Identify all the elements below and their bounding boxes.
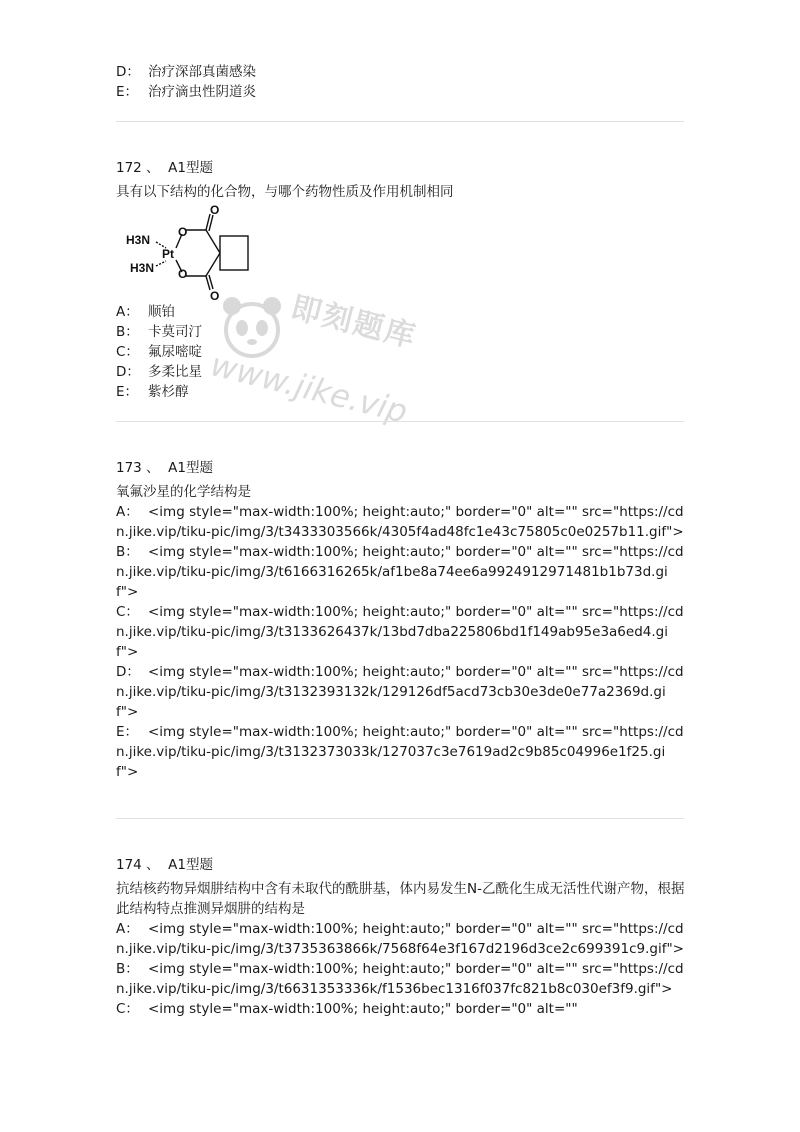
option-e: E： 治疗滴虫性阴道炎 bbox=[116, 84, 256, 100]
option-b: B： <img style="max-width:100%; height:auto;" border="0" alt="" src="https://cdn.jike.vip/tiku-pic/img/3/t6166316265k/af1be8a74ee6a9924912971481b1b73d.gif"> bbox=[116, 544, 684, 600]
question-172 bbox=[116, 158, 686, 202]
oxygen-label: O bbox=[210, 204, 220, 217]
option-e: E： 紫杉醇 bbox=[116, 384, 189, 400]
option-e: E： <img style="max-width:100%; height:auto;" border="0" alt="" src="https://cdn.jike.vip/tiku-pic/img/3/t3132373033k/127037c3e7619ad2c9b85c04996e1f25.gif"> bbox=[116, 724, 684, 780]
h3n-label-top: H3N bbox=[126, 233, 151, 247]
watermark bbox=[206, 290, 422, 431]
option-a: A： <img style="max-width:100%; height:auto;" border="0" alt="" src="https://cdn.jike.vip/tiku-pic/img/3/t3433303566k/4305f4ad48fc1e43c75805c0e0257b11.gif"> bbox=[116, 504, 684, 540]
option-a: A： 顺铂 bbox=[116, 304, 175, 320]
watermark-url: www.jike.vip bbox=[206, 345, 412, 431]
question-stem: 氧氟沙星的化学结构是 bbox=[116, 484, 251, 500]
option-d: D： <img style="max-width:100%; height:auto;" border="0" alt="" src="https://cdn.jike.vip/tiku-pic/img/3/t3132393132k/129126df5acd73cb30e3de0e77a2369d.gif"> bbox=[116, 664, 684, 720]
h3n-label-bottom: H3N bbox=[130, 261, 155, 275]
question-header: 173 、 A1型题 bbox=[116, 460, 213, 476]
carboplatin-structure-image bbox=[124, 204, 264, 304]
option-c: C： <img style="max-width:100%; height:auto;" border="0" alt="" src="https://cdn.jike.vip/tiku-pic/img/3/t3133626437k/13bd7dba225806bd1f149ab95e3a6ed4.gif"> bbox=[116, 604, 684, 660]
prev-question-options bbox=[116, 62, 686, 102]
oxygen-label: O bbox=[178, 225, 188, 239]
watermark-brand: 即刻题库 bbox=[287, 290, 421, 356]
option-d: D： 多柔比星 bbox=[116, 364, 202, 380]
oxygen-label: O bbox=[178, 267, 188, 281]
option-b: B： 卡莫司汀 bbox=[116, 324, 202, 340]
option-c: C： 氟尿嘧啶 bbox=[116, 344, 202, 360]
divider bbox=[116, 818, 684, 819]
question-header: 174 、 A1型题 bbox=[116, 857, 213, 873]
option-a: A： <img style="max-width:100%; height:auto;" border="0" alt="" src="https://cdn.jike.vip/tiku-pic/img/3/t3735363866k/7568f64e3f167d2196d3ce2c699391c9.gif"> bbox=[116, 921, 684, 957]
option-d: D： 治疗深部真菌感染 bbox=[116, 64, 256, 80]
question-header: 172 、 A1型题 bbox=[116, 160, 213, 176]
pt-label: Pt bbox=[162, 247, 174, 261]
divider bbox=[116, 421, 684, 422]
question-stem: 抗结核药物异烟肼结构中含有未取代的酰肼基，体内易发生N-乙酰化生成无活性代谢产物，根据此结构特点推测异烟肼的结构是 bbox=[116, 881, 685, 917]
option-c: C： <img style="max-width:100%; height:auto;" border="0" alt="" bbox=[116, 1001, 578, 1017]
question-stem: 具有以下结构的化合物，与哪个药物性质及作用机制相同 bbox=[116, 184, 454, 200]
question-173 bbox=[116, 458, 686, 782]
divider bbox=[116, 121, 684, 122]
option-b: B： <img style="max-width:100%; height:auto;" border="0" alt="" src="https://cdn.jike.vip/tiku-pic/img/3/t6631353336k/f1536bec1316f037fc821b8c030ef3f9.gif"> bbox=[116, 961, 684, 997]
question-174 bbox=[116, 855, 686, 1019]
oxygen-label: O bbox=[210, 289, 220, 303]
